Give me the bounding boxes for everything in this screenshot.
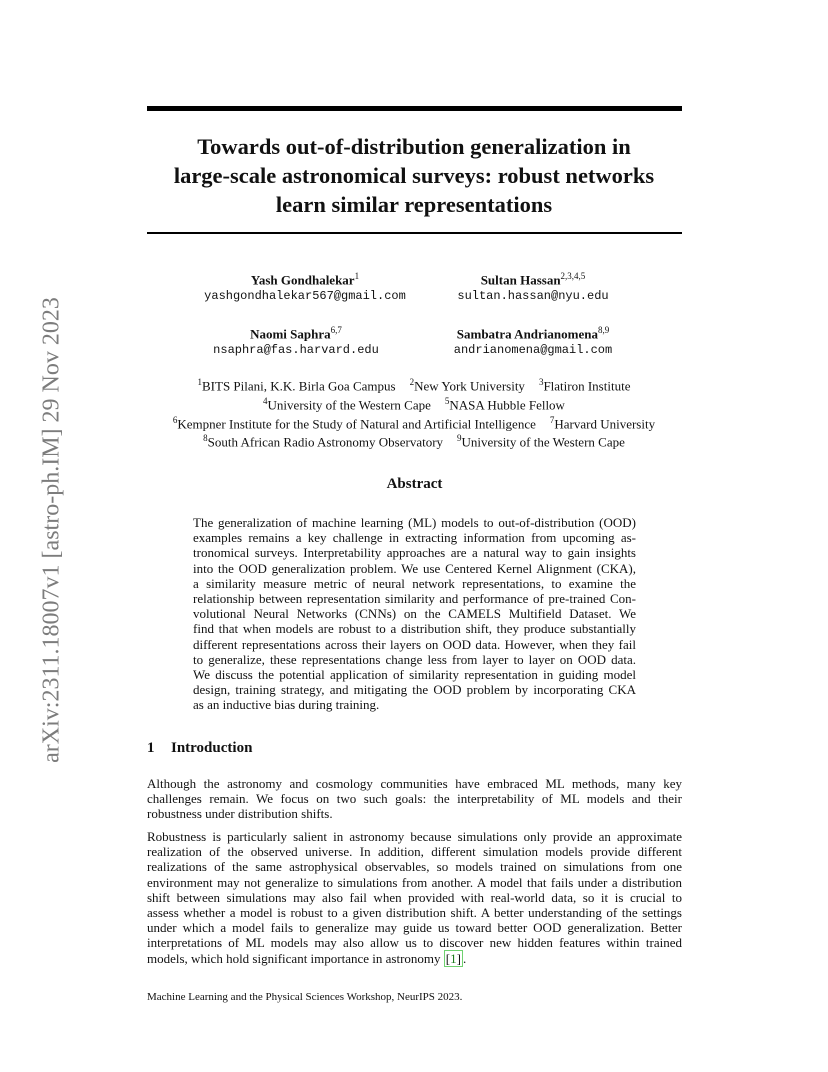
title-rule-bottom: [147, 232, 682, 234]
affiliation: BITS Pilani, K.K. Birla Goa Campus: [202, 378, 396, 394]
aff-sup: 2: [409, 377, 415, 387]
abstract-heading: Abstract: [386, 476, 443, 492]
affiliation: University of the Western Cape: [267, 397, 431, 413]
para-line: Robustness is particularly salient in astronomy because simulations only provide an approximate: [147, 829, 682, 844]
para-line: shift between simulations may also fail when provided with real-world data, so it is crucial to: [147, 889, 682, 905]
author-email[interactable]: yashgondhalekar567@gmail.com: [204, 289, 406, 304]
aff-sup: 1: [197, 377, 203, 387]
author-block: [427, 268, 639, 305]
author-name: Yash Gondhalekar: [250, 272, 355, 288]
aff-sup: 5: [444, 395, 450, 406]
section-title: Introduction: [171, 740, 253, 756]
affiliation: Harvard University: [554, 415, 656, 431]
citation-link[interactable]: [1]: [445, 950, 461, 966]
author-block: [185, 268, 425, 305]
section-number: 1: [147, 740, 155, 756]
paragraph-2: [147, 829, 682, 966]
paragraph-1: [147, 776, 682, 822]
title-rule-top: [147, 106, 682, 111]
aff-sup: 8: [203, 433, 208, 444]
aff-sup: 7: [549, 414, 555, 425]
para-line: realizations of the same astrophysical observables, so models trained on simulations from one: [147, 859, 682, 875]
para-line: robustness under distribution shifts.: [147, 806, 333, 822]
title-line-3: learn similar representations: [275, 192, 553, 217]
section-heading: [147, 740, 252, 757]
author-email[interactable]: sultan.hassan@nyu.edu: [457, 289, 609, 304]
affiliation: NASA Hubble Fellow: [449, 397, 565, 413]
author-sup: 6,7: [330, 325, 342, 335]
author-name: Sambatra Andrianomena: [456, 326, 598, 342]
abstract-line: tronomical surveys. Interpretability approaches are a natural way to gain insights: [193, 545, 636, 561]
author-block: [185, 322, 407, 359]
aff-sup: 9: [457, 433, 462, 444]
aff-sup: 6: [172, 414, 178, 425]
footer-note: Machine Learning and the Physical Sciences Workshop, NeurIPS 2023.: [147, 991, 463, 1003]
abstract-line: a similarity measure metric of neural network representations, to examine the: [193, 575, 636, 591]
abstract-line: relationship between representation similarity and performance of pre-trained Con-: [193, 591, 636, 607]
abstract-line: into the OOD generalization problem. We use Centered Kernel Alignment (CKA),: [193, 560, 636, 576]
author-sup: 1: [354, 271, 360, 281]
author-name: Sultan Hassan: [480, 272, 561, 288]
para-line: assess whether a model is robust to a given distribution shift. A better understanding of the settings: [147, 905, 682, 921]
affiliation: South African Radio Astronomy Observatory: [207, 434, 444, 450]
affiliation: Flatiron Institute: [543, 378, 631, 394]
para-line: realization of the observed universe. In addition, different simulation models provide different: [147, 844, 682, 860]
affiliation: New York University: [414, 378, 525, 394]
para-line: environment may not generalize to simulations from another. A model that fails under a distribution: [147, 874, 682, 890]
abstract-line: volutional Neural Networks (CNNs) on the CAMELS Multifield Dataset. We: [193, 606, 636, 622]
author-sup: 2,3,4,5: [560, 271, 586, 281]
title-line-2: large-scale astronomical surveys: robust networks: [173, 163, 655, 188]
abstract-line: to generalize, these representations change less from layer to layer on OOD data.: [193, 651, 636, 667]
author-block: [420, 322, 646, 359]
author-name: Naomi Saphra: [250, 326, 331, 342]
abstract-line: The generalization of machine learning (ML) models to out-of-distribution (OOD): [193, 515, 636, 530]
abstract-line: different representations across their layers on OOD data. However, when they fail: [193, 636, 636, 652]
aff-sup: 3: [538, 377, 544, 387]
citation-number[interactable]: 1: [450, 950, 457, 966]
affiliation: University of the Western Cape: [461, 434, 625, 450]
para-text: models, which hold significant importance in astronomy: [147, 950, 444, 966]
abstract-line: as an inductive bias during training.: [193, 697, 380, 713]
abstract-line: find that when models are robust to a distribution shift, they produce substantially: [193, 621, 636, 637]
aff-sup: 4: [263, 395, 268, 406]
arxiv-stamp-text: arXiv:2311.18007v1 [astro-ph.IM] 29 Nov 2023: [38, 297, 65, 763]
author-email[interactable]: nsaphra@fas.harvard.edu: [213, 343, 379, 358]
title-line-1: Towards out-of-distribution generalization in: [197, 134, 631, 159]
abstract-line: examples remains a key challenge in extracting information from upcoming as-: [193, 530, 636, 546]
para-line: Although the astronomy and cosmology communities have embraced ML methods, many key: [147, 776, 682, 791]
para-line: under which a model fails to generalize may guide us toward better OOD generalization. Better: [147, 920, 682, 936]
affiliation: Kempner Institute for the Study of Natural and Artificial Intelligence: [177, 415, 536, 431]
para-line: interpretations of ML models may also allow us to discover new hidden features within trained: [147, 935, 682, 951]
paper-title: [120, 132, 708, 219]
author-sup: 8,9: [597, 325, 610, 335]
para-line: [147, 951, 682, 966]
abstract-body: [193, 515, 636, 713]
abstract-line: design, training strategy, and mitigating the OOD problem by incorporating CKA: [193, 682, 636, 698]
para-text: .: [462, 950, 467, 966]
para-line: challenges remain. We focus on two such goals: the interpretability of ML models and their: [147, 791, 682, 807]
affiliations: [110, 375, 718, 450]
abstract-line: We discuss the potential application of similarity representation in guiding model: [193, 667, 636, 683]
author-email[interactable]: andrianomena@gmail.com: [453, 343, 613, 358]
